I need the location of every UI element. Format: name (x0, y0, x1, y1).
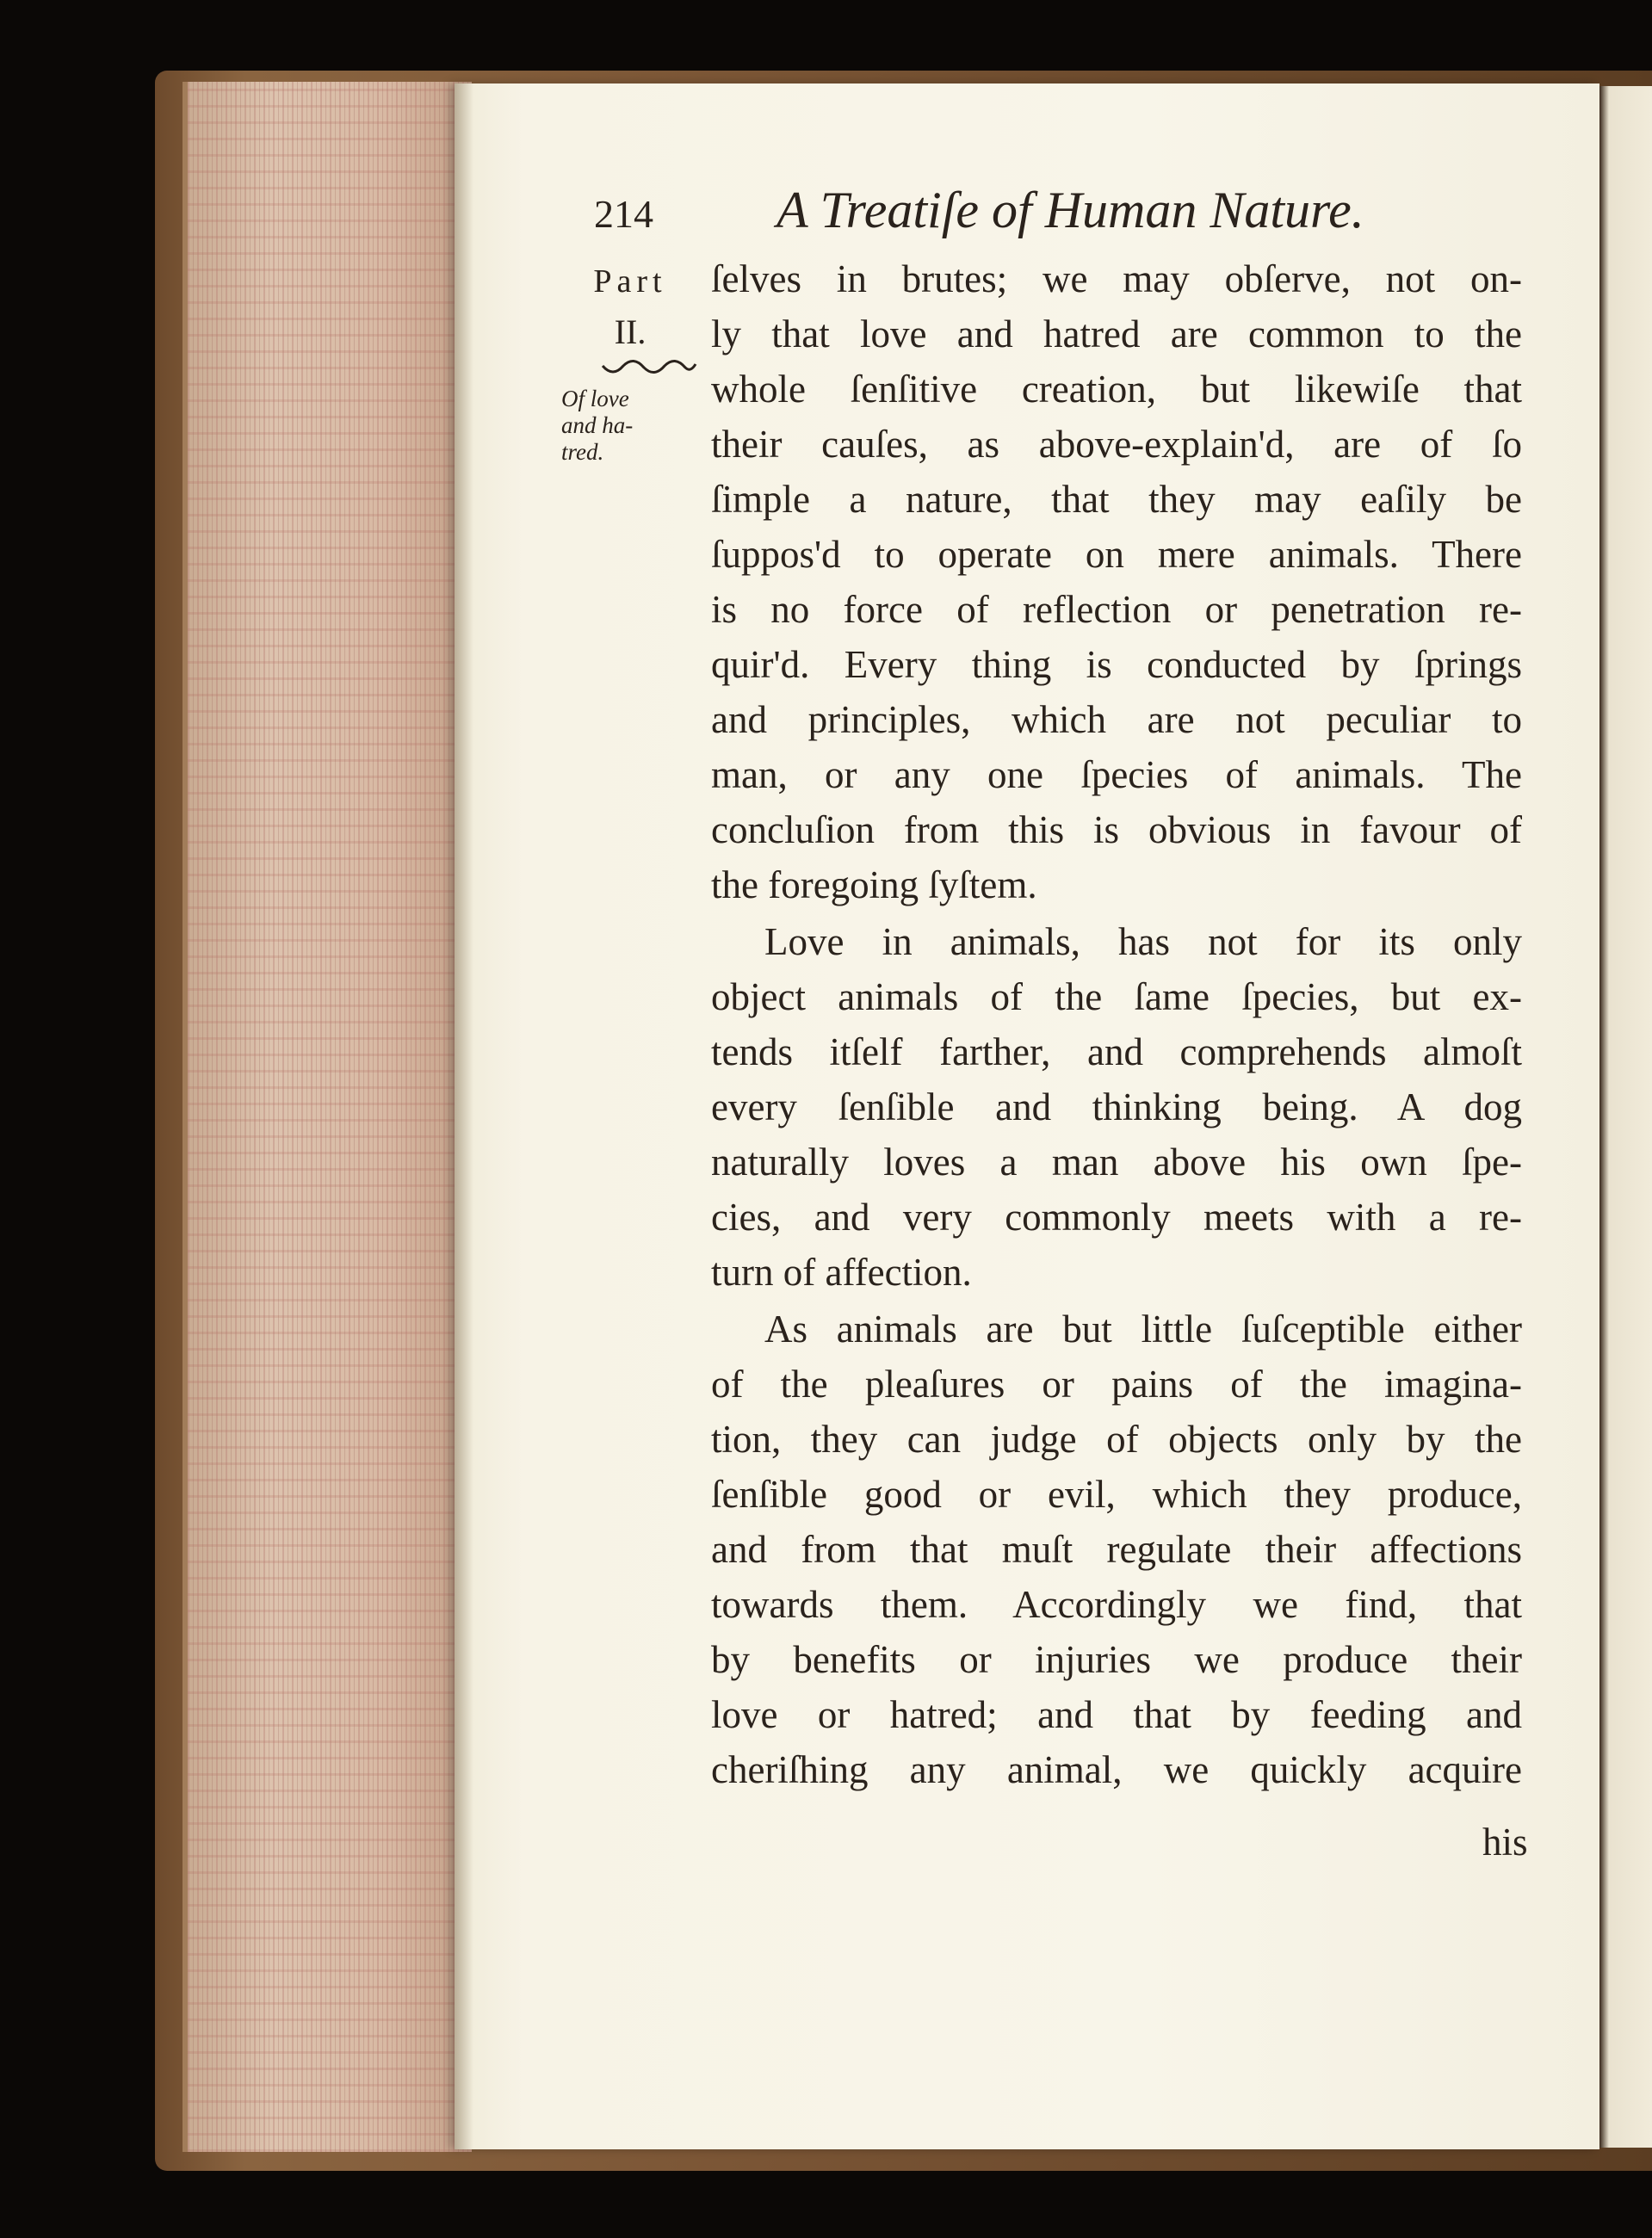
margin-note-line: tred. (561, 439, 604, 465)
body-line: their cauſes, as above-explain'd, are of ſo (711, 423, 1522, 466)
body-line: cheriſhing any animal, we quickly acquire (711, 1748, 1522, 1791)
body-line: is no force of reflection or penetration re- (711, 588, 1522, 631)
body-line: ſelves in brutes; we may obſerve, not on- (711, 257, 1522, 300)
body-line: man, or any one ſpecies of animals. The (711, 753, 1522, 796)
catchword: his (1482, 1821, 1528, 1864)
body-line: object animals of the ſame ſpecies, but ex- (711, 975, 1522, 1018)
body-line: tion, they can judge of objects only by the (711, 1418, 1522, 1461)
body-line: the foregoing ſyſtem. (711, 863, 1037, 906)
margin-part-number: II. (614, 312, 647, 351)
gutter-shadow (455, 83, 473, 2149)
body-line: of the pleaſures or pains of the imagina- (711, 1363, 1522, 1406)
body-line: ſenſible good or evil, which they produce, (711, 1473, 1522, 1516)
margin-part-label: Part (593, 263, 667, 300)
body-line: cies, and very commonly meets with a re- (711, 1196, 1522, 1239)
body-line: love or hatred; and that by feeding and (711, 1693, 1522, 1736)
body-line: Love in animals, has not for its only (764, 920, 1522, 963)
body-line: tends itſelf farther, and comprehends almoſt (711, 1030, 1522, 1073)
body-line: ſimple a nature, that they may eaſily be (711, 478, 1522, 521)
body-line: naturally loves a man above his own ſpe- (711, 1141, 1522, 1184)
body-line: As animals are but little ſuſceptible either (764, 1308, 1522, 1351)
page-number: 214 (594, 192, 653, 236)
body-line: quir'd. Every thing is conducted by ſprings (711, 643, 1522, 686)
body-line: ly that love and hatred are common to the (711, 312, 1522, 355)
body-line: and from that muſt regulate their affections (711, 1528, 1522, 1571)
running-title: A Treatiſe of Human Nature. (777, 182, 1364, 238)
margin-note (561, 386, 682, 466)
margin-note-line: Of love (561, 386, 629, 411)
body-line: by benefits or injuries we produce their (711, 1638, 1522, 1681)
body-line: turn of affection. (711, 1251, 972, 1294)
facing-page (1599, 86, 1652, 2148)
margin-note-line: and ha- (561, 412, 634, 438)
body-line: whole ſenſitive creation, but likewiſe that (711, 368, 1522, 411)
page-fore-edge (183, 82, 472, 2152)
body-line: every ſenſible and thinking being. A dog (711, 1085, 1522, 1128)
margin-ornament-icon (601, 357, 697, 380)
body-line: towards them. Accordingly we find, that (711, 1583, 1522, 1626)
body-line: ſuppos'd to operate on mere animals. There (711, 533, 1522, 576)
body-line: concluſion from this is obvious in favour of (711, 808, 1522, 851)
body-line: and principles, which are not peculiar to (711, 698, 1522, 741)
